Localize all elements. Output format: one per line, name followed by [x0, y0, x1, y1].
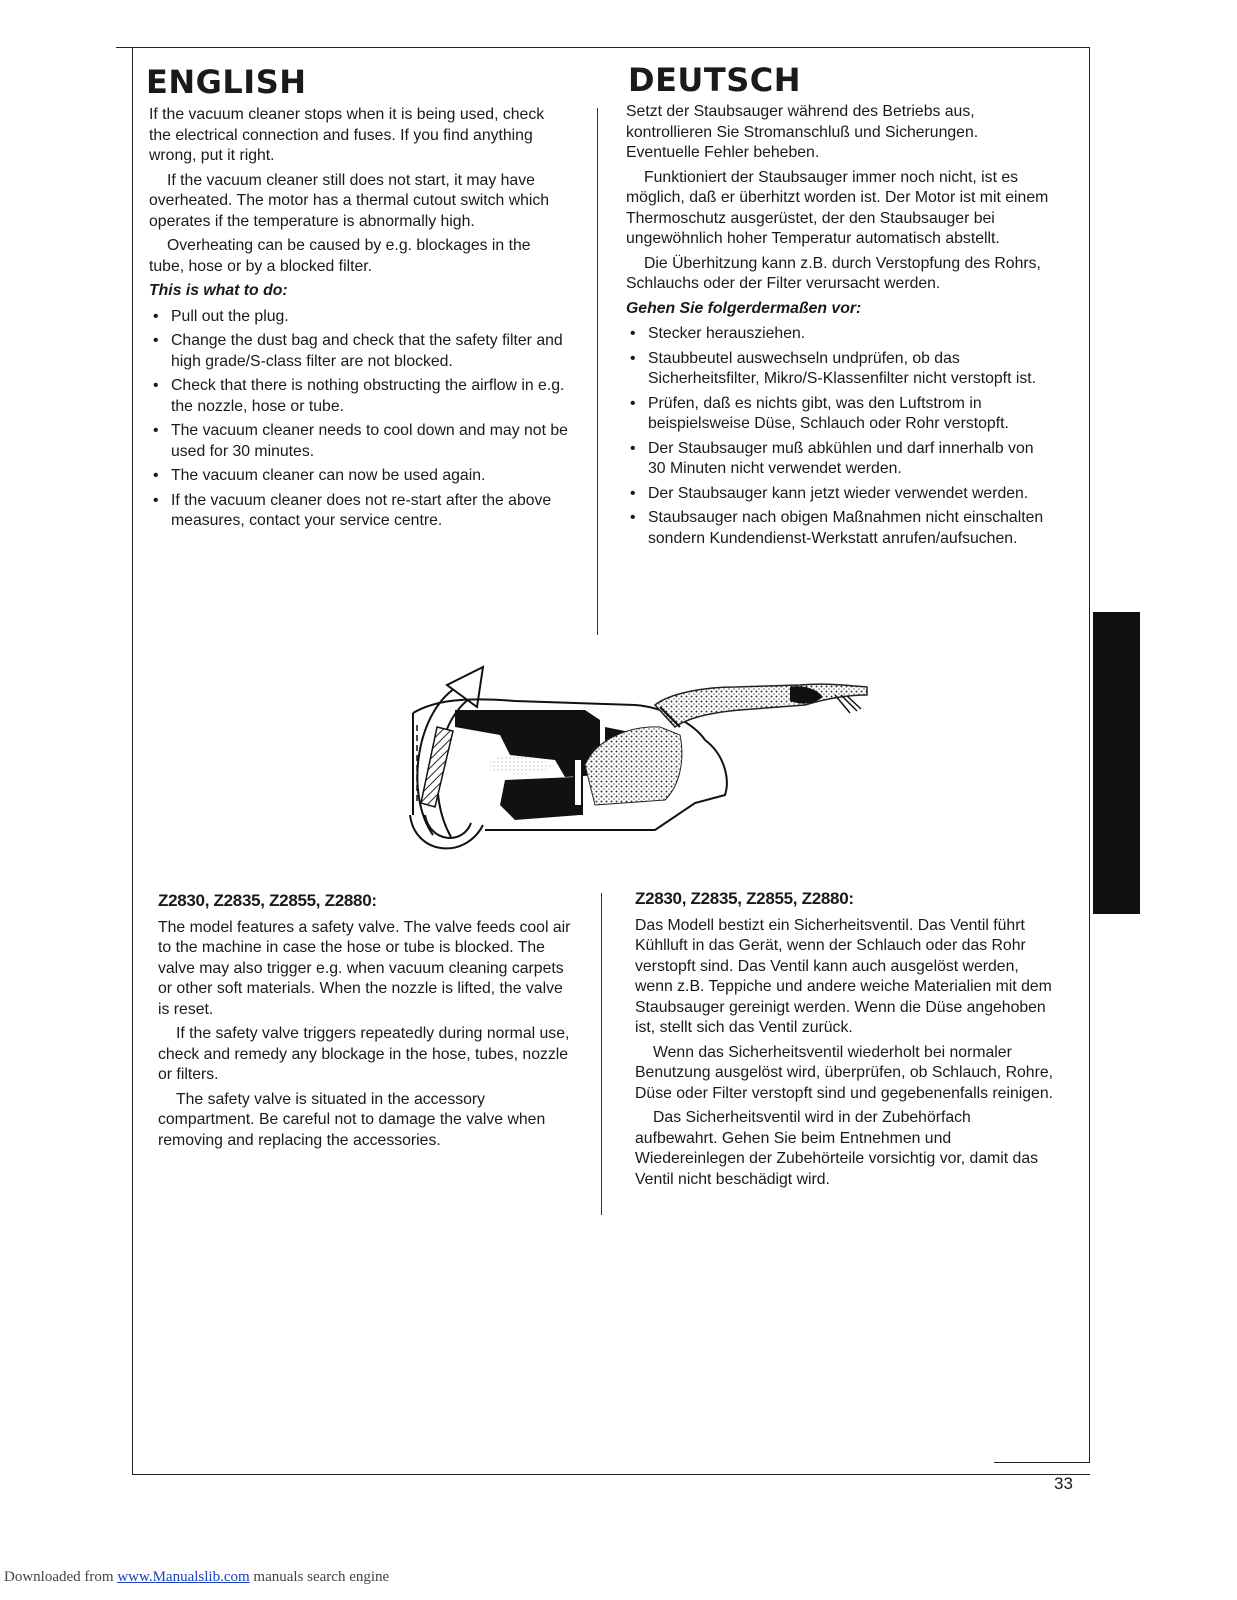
list-item: • Change the dust bag and check that the safety filter and high grade/S-class filter are not blocked.: [149, 331, 569, 372]
deutsch-intro-3: Die Überhitzung kann z.B. durch Verstopfung des Rohrs, Schlauchs oder der Filter verursacht werden.: [626, 254, 1041, 292]
deutsch-intro-2: Funktioniert der Staubsauger immer noch nicht, ist es möglich, daß er überhitzt worden ist. Der Motor ist mit einem Thermoschutz ausgerüstet, der den Staubsauger bei ungewöhnlich hoher Temperatur automatisch abstellt.: [626, 168, 1049, 247]
frame-bottom-rule: [132, 1474, 1090, 1475]
deutsch-heading: DEUTSCH: [628, 61, 802, 99]
english-steps-list: [149, 307, 569, 532]
english-intro-3: Overheating can be caused by e.g. blockages in the tube, hose or by a blocked filter.: [149, 237, 531, 275]
deutsch-intro-1: Setzt der Staubsauger während des Betriebs aus, kontrollieren Sie Stromanschluß und Sicherungen. Eventuelle Fehler beheben.: [626, 103, 979, 161]
vacuum-cleaner-airflow-illustration: [405, 665, 873, 860]
english-valve-paragraph-1: The model features a safety valve. The valve feeds cool air to the machine in case the hose or tube is blocked. The valve may also trigger e.g. when vacuum cleaning carpets or other soft materials. When the nozzle is lifted, the valve is reset.: [158, 918, 571, 1018]
deutsch-valve-paragraph-3: Das Sicherheitsventil wird in der Zubehörfach aufbewahrt. Gehen Sie beim Entnehmen und Wiedereinlegen der Zubehörteile vorsichtig vor, damit das Ventil nicht beschädigt wird.: [635, 1109, 1039, 1188]
english-valve-paragraph-2: If the safety valve triggers repeatedly during normal use, check and remedy any blockage in the hose, tubes, nozzle or filters.: [158, 1025, 570, 1083]
frame-right-rule: [1089, 47, 1090, 1462]
list-item: • The vacuum cleaner can now be used again.: [149, 466, 569, 487]
column-divider-bottom: [601, 893, 602, 1215]
airflow-arrow-icon: [417, 667, 483, 837]
english-intro-1: If the vacuum cleaner stops when it is being used, check the electrical connection and fuses. If you find anything wrong, put it right.: [149, 106, 545, 164]
list-item: • Staubbeutel auswechseln undprüfen, ob das Sicherheitsfilter, Mikro/S-Klassenfilter nicht verstopft ist.: [626, 349, 1054, 390]
english-heading: ENGLISH: [146, 63, 307, 101]
manualslib-link[interactable]: www.Manualslib.com: [117, 1569, 250, 1585]
list-item: • If the vacuum cleaner does not re-start after the above measures, contact your service centre.: [149, 491, 569, 532]
english-steps-heading: This is what to do:: [149, 282, 288, 299]
list-item: • Pull out the plug.: [149, 307, 569, 328]
english-intro-2: If the vacuum cleaner still does not start, it may have overheated. The motor has a thermal cutout switch which operates if the temperature is abnormally high.: [149, 171, 550, 230]
deutsch-models-heading: Z2830, Z2835, Z2855, Z2880:: [635, 889, 854, 908]
footer-prefix: Downloaded from: [4, 1569, 118, 1585]
deutsch-troubleshooting: [626, 102, 1054, 553]
list-item: • The vacuum cleaner needs to cool down and may not be used for 30 minutes.: [149, 421, 569, 462]
english-valve-paragraph-3: The safety valve is situated in the accessory compartment. Be careful not to damage the valve when removing and replacing the accessories.: [158, 1090, 546, 1149]
deutsch-safety-valve-section: [635, 889, 1057, 1194]
list-item: • Stecker herausziehen.: [626, 324, 1054, 345]
frame-bottom-short-rule: [994, 1462, 1090, 1463]
list-item: • Der Staubsauger muß abkühlen und darf innerhalb von 30 Minuten nicht verwendet werden.: [626, 439, 1054, 480]
english-models-heading: Z2830, Z2835, Z2855, Z2880:: [158, 891, 377, 910]
deutsch-steps-list: [626, 324, 1054, 549]
english-troubleshooting: [149, 105, 569, 536]
download-footer: [4, 1569, 389, 1586]
frame-left-rule: [132, 47, 133, 1475]
footer-suffix: manuals search engine: [249, 1569, 390, 1585]
thumb-index-tab: [1093, 612, 1140, 914]
list-item: • Der Staubsauger kann jetzt wieder verwendet werden.: [626, 484, 1054, 505]
deutsch-valve-paragraph-1: Das Modell bestizt ein Sicherheitsventil. Das Ventil führt Kühlluft in das Gerät, wenn der Schlauch oder das Rohr verstopft sind. Das Ventil kann auch ausgelöst werden, wenn z.B. Teppiche und andere weiche Materialien mit dem Staubsauger gereinigt werden. Wenn die Düse angehoben ist, stellt sich das Ventil zurück.: [635, 916, 1052, 1036]
english-safety-valve-section: [158, 891, 578, 1155]
frame-top-rule: [116, 47, 1090, 48]
list-item: • Check that there is nothing obstructing the airflow in e.g. the nozzle, hose or tube.: [149, 376, 569, 417]
page-number: 33: [1054, 1474, 1073, 1493]
list-item: • Prüfen, daß es nichts gibt, was den Luftstrom in beispielsweise Düse, Schlauch oder Rohr verstopft.: [626, 394, 1054, 435]
deutsch-steps-heading: Gehen Sie folgerdermaßen vor:: [626, 299, 862, 317]
list-item: • Staubsauger nach obigen Maßnahmen nicht einschalten sondern Kundendienst-Werkstatt anrufen/aufsuchen.: [626, 508, 1054, 549]
deutsch-valve-paragraph-2: Wenn das Sicherheitsventil wiederholt bei normaler Benutzung ausgelöst wird, überprüfen, ob Schlauch, Rohre, Düse oder Filter verstopft sind und gegebenenfalls reinigen.: [635, 1043, 1054, 1102]
column-divider-top: [597, 108, 598, 635]
